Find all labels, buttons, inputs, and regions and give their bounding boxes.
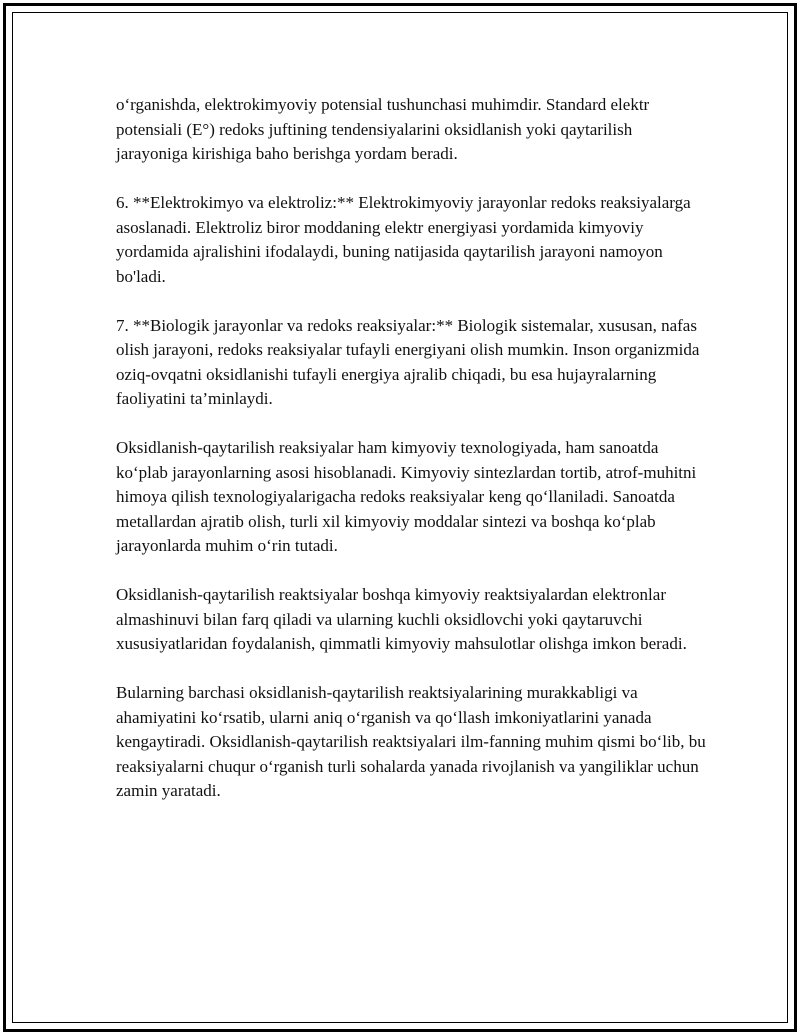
paragraph-industrial-applications: Oksidlanish-qaytarilish reaksiyalar ham kimyoviy texnologiyada, ham sanoatda ko‘plab jarayonlarning asosi hisoblanadi. Kimyoviy sintezlardan tortib, atrof-muhitni himoya qilish texnologiyalarigacha redoks reaksiyalar keng qo‘llaniladi. Sanoatda metallardan ajratib olish, turli xil kimyoviy moddalar sintezi va boshqa ko‘plab jarayonlarda muhim o‘rin tutadi.	[116, 438, 697, 555]
paragraph-electrochemical-potential: o‘rganishda, elektrokimyoviy potensial tushunchasi muhimdir. Standard elektr potensiali (E°) redoks juftining tendensiyalarini oksidlanish yoki qaytarilish jarayoniga kirishiga baho berishga yordam beradi.	[116, 95, 650, 163]
paragraph-biological-processes: 7. **Biologik jarayonlar va redoks reaksiyalar:** Biologik sistemalar, xususan, nafas olish jarayoni, redoks reaksiyalar tufayli energiyani olish mumkin. Inson organizmida oziq-ovqatni oksidlanishi tufayli energiya ajralib chiqadi, bu esa hujayralarning faoliyatini ta’minlaydi.	[116, 315, 700, 408]
document-body	[116, 93, 706, 828]
paragraph-electrochemistry-electrolysis: 6. **Elektrokimyo va elektroliz:** Elektrokimyoviy jarayonlar redoks reaksiyalarga asoslanadi. Elektroliz biror moddaning elektr energiyasi yordamida kimyoviy yordamida ajralishini ifodalaydi, buning natijasida qaytarilish jarayoni namoyon bo'ladi.	[116, 193, 691, 286]
paragraph-conclusion: Bularning barchasi oksidlanish-qaytarilish reaktsiyalarining murakkabligi va ahamiyatini ko‘rsatib, ularni aniq o‘rganish va qo‘llash imkoniyatlarini yanada kengaytiradi. Oksidlanish-qaytarilish reaktsiyalari ilm-fanning muhim qismi bo‘lib, bu reaksiyalarni chuqur o‘rganish turli sohalarda yanada rivojlanish va yangiliklar uchun zamin yaratadi.	[116, 683, 706, 800]
paragraph-electron-exchange: Oksidlanish-qaytarilish reaktsiyalar boshqa kimyoviy reaktsiyalardan elektronlar almashinuvi bilan farq qiladi va ularning kuchli oksidlovchi yoki qaytaruvchi xususiyatlaridan foydalanish, qimmatli kimyoviy mahsulotlar olishga imkon beradi.	[116, 585, 687, 653]
